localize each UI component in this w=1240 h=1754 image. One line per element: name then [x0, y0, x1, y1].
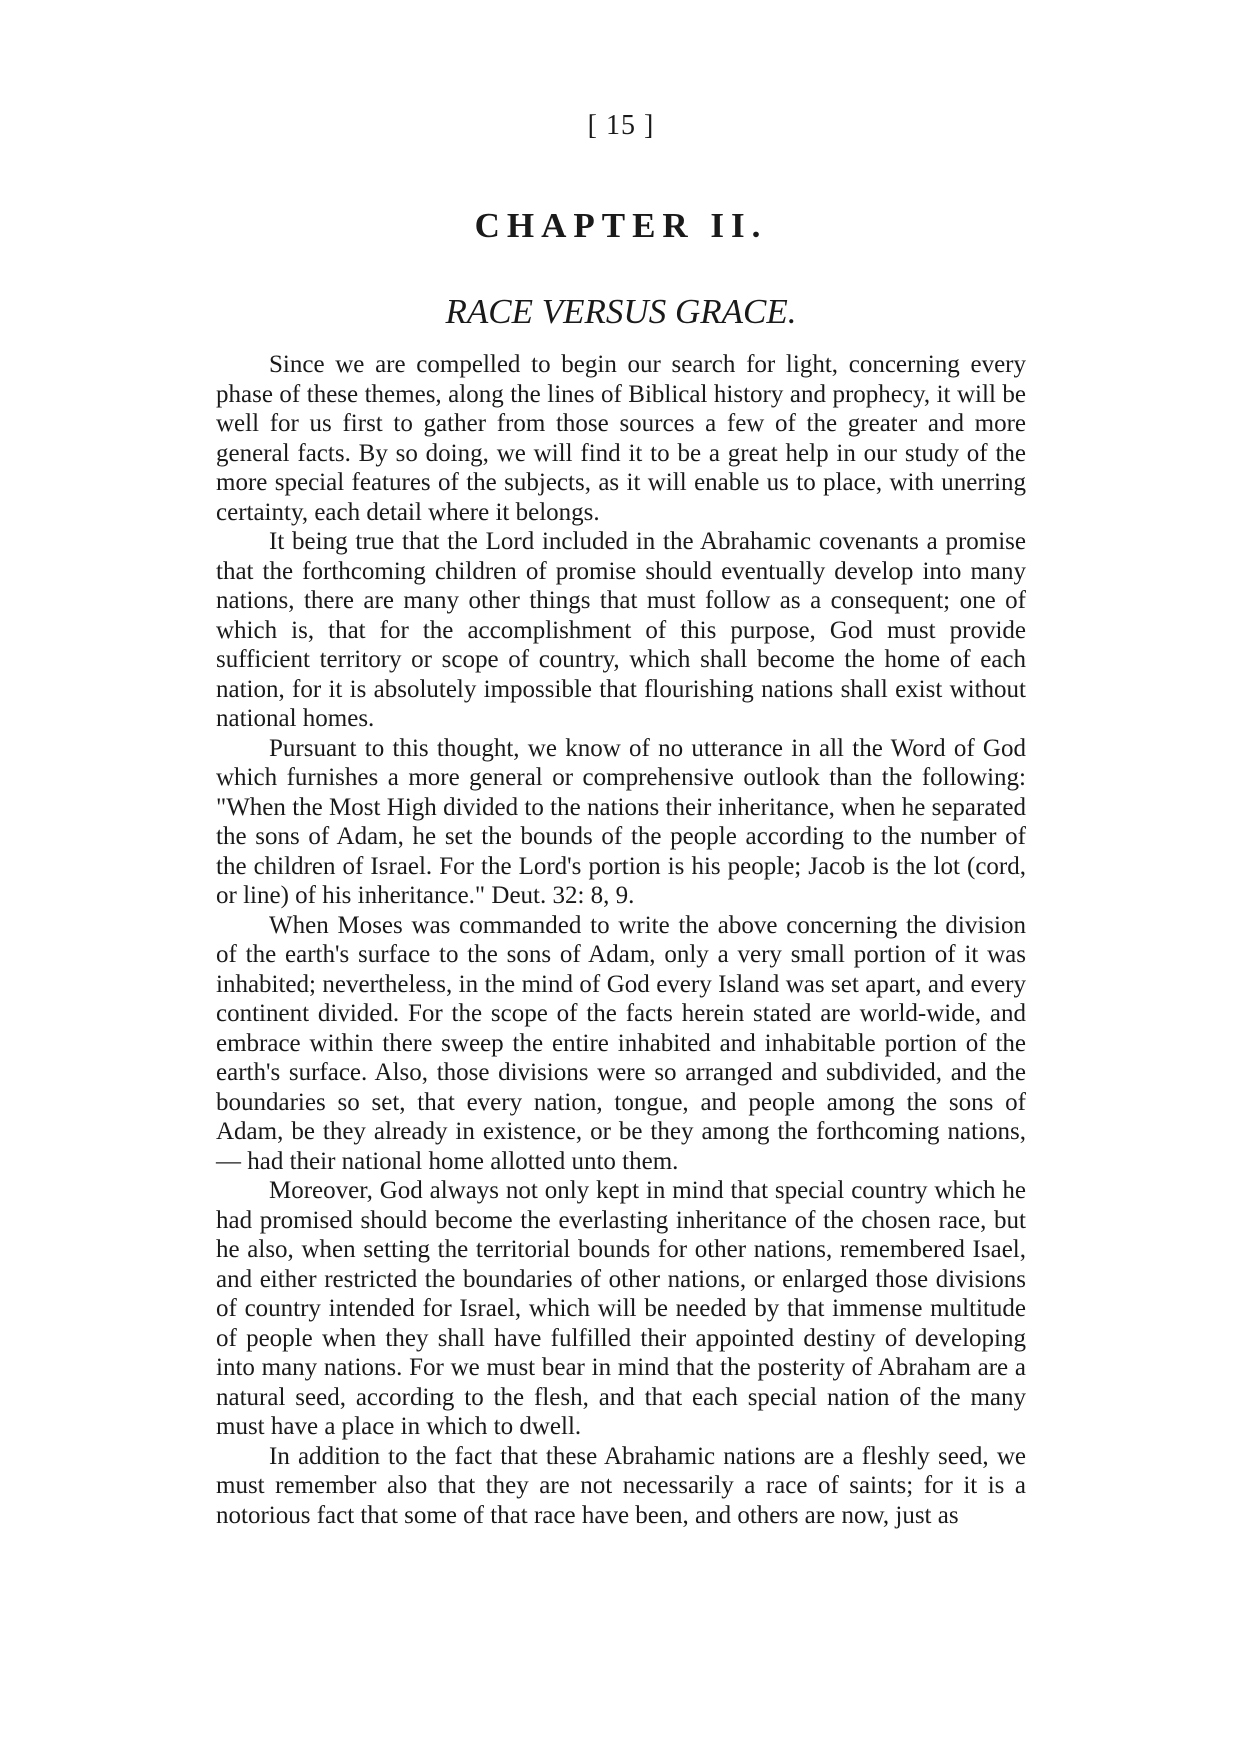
chapter-heading: CHAPTER II.	[474, 206, 768, 245]
paragraph: When Moses was commanded to write the above concerning the division of the earth's surface to the sons of Adam, only a very small portion of it was inhabited; nevertheless, in the mind of God every Island was set apart, and every continent divided. For the scope of the facts herein stated are world-wide, and embrace within there sweep the entire inhabited and inhabitable portion of the earth's surface. Also, those divisions were so arranged and subdivided, and the boundaries so set, that every nation, tongue, and people among the sons of Adam, be they already in existence, or be they among the forthcoming nations,— had their national home allotted unto them.	[216, 911, 1026, 1175]
paragraph: It being true that the Lord included in the Abrahamic covenants a promise that the forthcoming children of promise should eventually develop into many nations, there are many other things that must follow as a consequent; one of which is, that for the accomplishment of this purpose, God must provide sufficient territory or scope of country, which shall become the home of each nation, for it is absolutely impossible that flourishing nations shall exist without national homes.	[216, 528, 1026, 732]
chapter-title: RACE VERSUS GRACE.	[445, 292, 797, 331]
page-number: [ 15 ]	[587, 110, 655, 141]
paragraph: In addition to the fact that these Abrahamic nations are a fleshly seed, we must remember also that they are not necessarily a race of saints; for it is a notorious fact that some of that race have been, and others are now, just as	[216, 1442, 1026, 1529]
paragraph: Moreover, God always not only kept in mind that special country which he had promised should become the everlasting inheritance of the chosen race, but he also, when setting the territorial bounds for other nations, remembered Isael, and either restricted the boundaries of other nations, or enlarged those divisions of country intended for Israel, which will be needed by that immense multitude of people when they shall have fulfilled their appointed destiny of developing into many nations. For we must bear in mind that the posterity of Abraham are a natural seed, according to the flesh, and that each special nation of the many must have a place in which to dwell.	[216, 1177, 1026, 1440]
paragraph: Pursuant to this thought, we know of no utterance in all the Word of God which furnishes a more general or comprehensive outlook than the following: "When the Most High divided to the nations their inheritance, when he separated the sons of Adam, he set the bounds of the people according to the number of the children of Israel. For the Lord's portion is his people; Jacob is the lot (cord, or line) of his inheritance." Deut. 32: 8, 9.	[216, 734, 1026, 909]
body-text	[216, 350, 1026, 1530]
paragraph: Since we are compelled to begin our search for light, concerning every phase of these themes, along the lines of Biblical history and prophecy, it will be well for us first to gather from those sources a few of the greater and more general facts. By so doing, we will find it to be a great help in our study of the more special features of the subjects, as it will enable us to place, with unerring certainty, each detail where it belongs.	[216, 351, 1026, 526]
